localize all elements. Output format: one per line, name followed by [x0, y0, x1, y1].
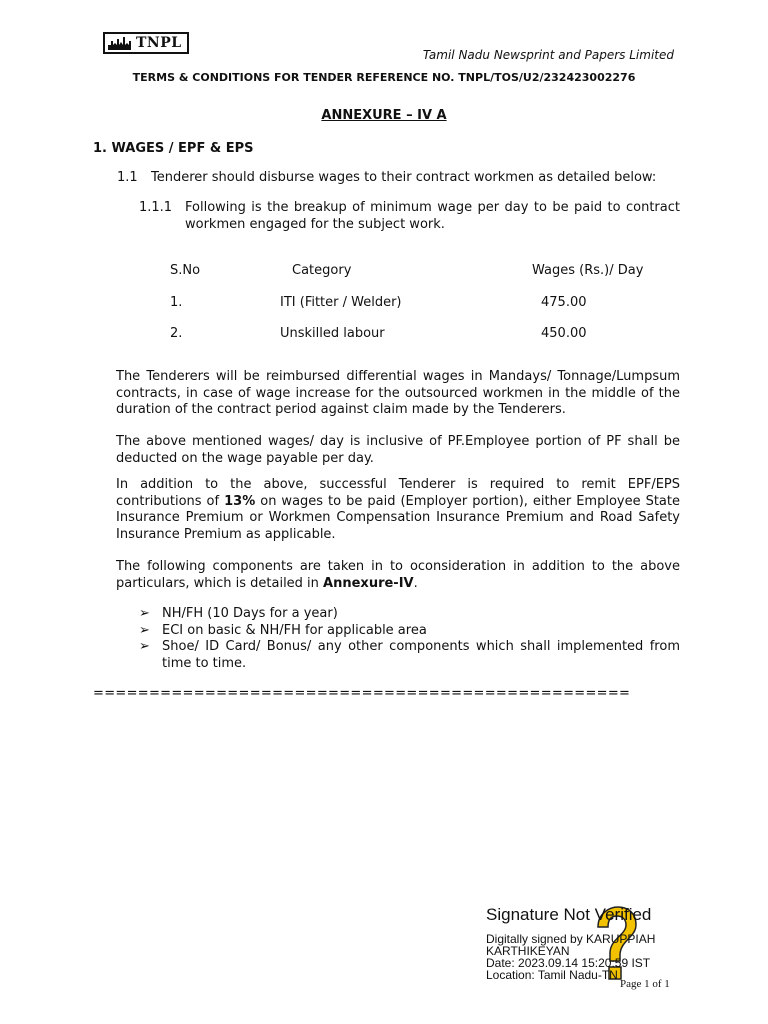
tnpl-logo: [103, 32, 189, 54]
annexure-reference: Annexure-IV: [323, 575, 414, 591]
company-name: Tamil Nadu Newsprint and Papers Limited: [422, 48, 674, 62]
logo-text: TNPL: [136, 35, 182, 51]
page-number: Page 1 of 1: [620, 978, 670, 990]
table-cell-wage: 475.00: [541, 295, 587, 310]
signature-signer: Digitally signed by KARUPPIAH: [486, 932, 656, 946]
table-cell-sno: 2.: [170, 326, 183, 341]
clause-1-1-1: [139, 199, 680, 233]
table-cell-wage: 450.00: [541, 326, 587, 341]
components-list: [139, 606, 680, 672]
paragraph-reimbursement: The Tenderers will be reimbursed differential wages in Mandays/ Tonnage/Lumpsum contracts, in case of wage increase for the outsourced workmen in the middle of the duration of the contract period against claim made by the Tenderers.: [116, 369, 680, 417]
annexure-title: ANNEXURE – IV A: [321, 108, 447, 123]
table-header-sno: S.No: [170, 263, 201, 278]
factory-logo-icon: [107, 35, 133, 51]
signature-date: Date: 2023.09.14 15:20:59 IST: [486, 956, 651, 970]
terms-heading: TERMS & CONDITIONS FOR TENDER REFERENCE NO. TNPL/TOS/U2/232423002276: [132, 71, 636, 84]
list-item: ➢ Shoe/ ID Card/ Bonus/ any other components which shall implemented from time to time.: [139, 639, 680, 671]
clause-1-1: [117, 170, 656, 185]
paragraph-components: The following components are taken in to oconsideration in addition to the above particulars, which is detailed in Annexure-IV.: [116, 559, 680, 591]
table-cell-category: Unskilled labour: [280, 326, 385, 341]
arrow-bullet-icon: ➢: [139, 639, 150, 654]
list-item: ➢ NH/FH (10 Days for a year): [139, 606, 338, 621]
signature-location: Location: Tamil Nadu-TN: [486, 968, 618, 982]
list-item: ➢ ECI on basic & NH/FH for applicable area: [139, 622, 427, 638]
arrow-bullet-icon: ➢: [139, 622, 150, 638]
clause-number: 1.1: [117, 170, 138, 185]
clause-text: Following is the breakup of minimum wage per day to be paid to contract workmen engaged for the subject work.: [185, 200, 680, 232]
table-cell-category: ITI (Fitter / Welder): [280, 295, 402, 310]
signature-status: Signature Not Verified: [486, 905, 652, 924]
arrow-bullet-icon: ➢: [139, 606, 150, 621]
clause-text: Tenderer should disburse wages to their contract workmen as detailed below:: [151, 170, 657, 185]
table-header-category: Category: [292, 263, 352, 278]
separator-line: ================================================: [93, 686, 631, 701]
paragraph-epf-contribution: In addition to the above, successful Tenderer is required to remit EPF/EPS contributions of 13% on wages to be paid (Employer portion), either Employee State Insurance Premium or Workmen Compensation Insurance Premium and Road Safety Insurance Premium as applicable.: [116, 477, 680, 542]
epf-percentage: 13%: [224, 493, 256, 509]
table-cell-sno: 1.: [170, 295, 183, 310]
table-header-wages: Wages (Rs.)/ Day: [532, 263, 644, 278]
paragraph-pf-deduction: The above mentioned wages/ day is inclusive of PF.Employee portion of PF shall be deducted on the wage payable per day.: [116, 434, 680, 466]
clause-number: 1.1.1: [139, 200, 173, 215]
section-heading: 1. WAGES / EPF & EPS: [93, 141, 254, 156]
signature-signer-surname: KARTHIKEYAN: [486, 944, 570, 958]
